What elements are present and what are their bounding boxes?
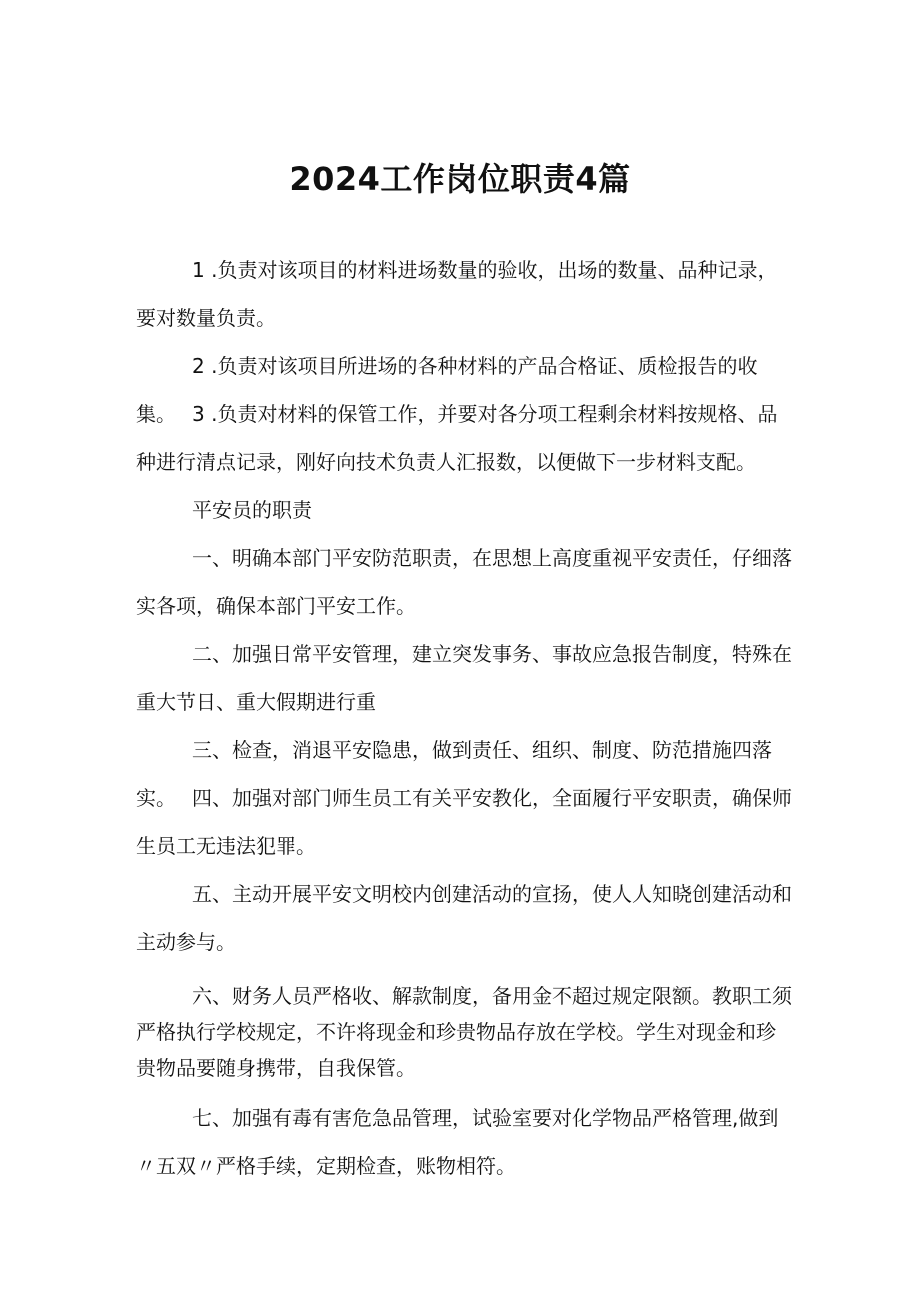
paragraph-duty-3: 三、检查，消退平安隐患，做到责任、组织、制度、防范措施四落实。 [136, 738, 772, 810]
section-heading-safety-duties: 平安员的职责 [192, 498, 312, 522]
paragraph-3: 3 .负责对材料的保管工作，并要对各分项工程剩余材料按规格、品种进行清点记录，刚好向技术负责人汇报数，以便做下一步材料支配。 [136, 402, 778, 474]
paragraph-2: 2 .负责对该项目所进场的各种材料的产品合格证、质检报告的收集。 [136, 354, 758, 426]
paragraph-duty-7: 七、加强有毒有害危急品管理，试验室要对化学物品严格管理,做到〃五双〃严格手续，定期检查，账物相符。 [136, 1106, 779, 1178]
page-title: 2024工作岗位职责4篇 [289, 160, 631, 199]
paragraph-duty-6: 六、财务人员严格收、解款制度，备用金不超过规定限额。教职工须严格执行学校规定，不许将现金和珍贵物品存放在学校。学生对现金和珍贵物品要随身携带，自我保管。 [136, 984, 792, 1080]
paragraph-1: 1 .负责对该项目的材料进场数量的验收，出场的数量、品种记录，要对数量负责。 [136, 258, 778, 330]
paragraph-duty-5: 五、主动开展平安文明校内创建活动的宣扬，使人人知晓创建活动和主动参与。 [136, 882, 792, 954]
paragraph-duty-4: 四、加强对部门师生员工有关平安教化，全面履行平安职责，确保师生员工无违法犯罪。 [136, 786, 792, 858]
paragraph-duty-2: 二、加强日常平安管理，建立突发事务、事故应急报告制度，特殊在重大节日、重大假期进行重 [136, 642, 792, 714]
paragraph-duty-1: 一、明确本部门平安防范职责，在思想上高度重视平安责任，仔细落实各项，确保本部门平安工作。 [136, 546, 792, 618]
